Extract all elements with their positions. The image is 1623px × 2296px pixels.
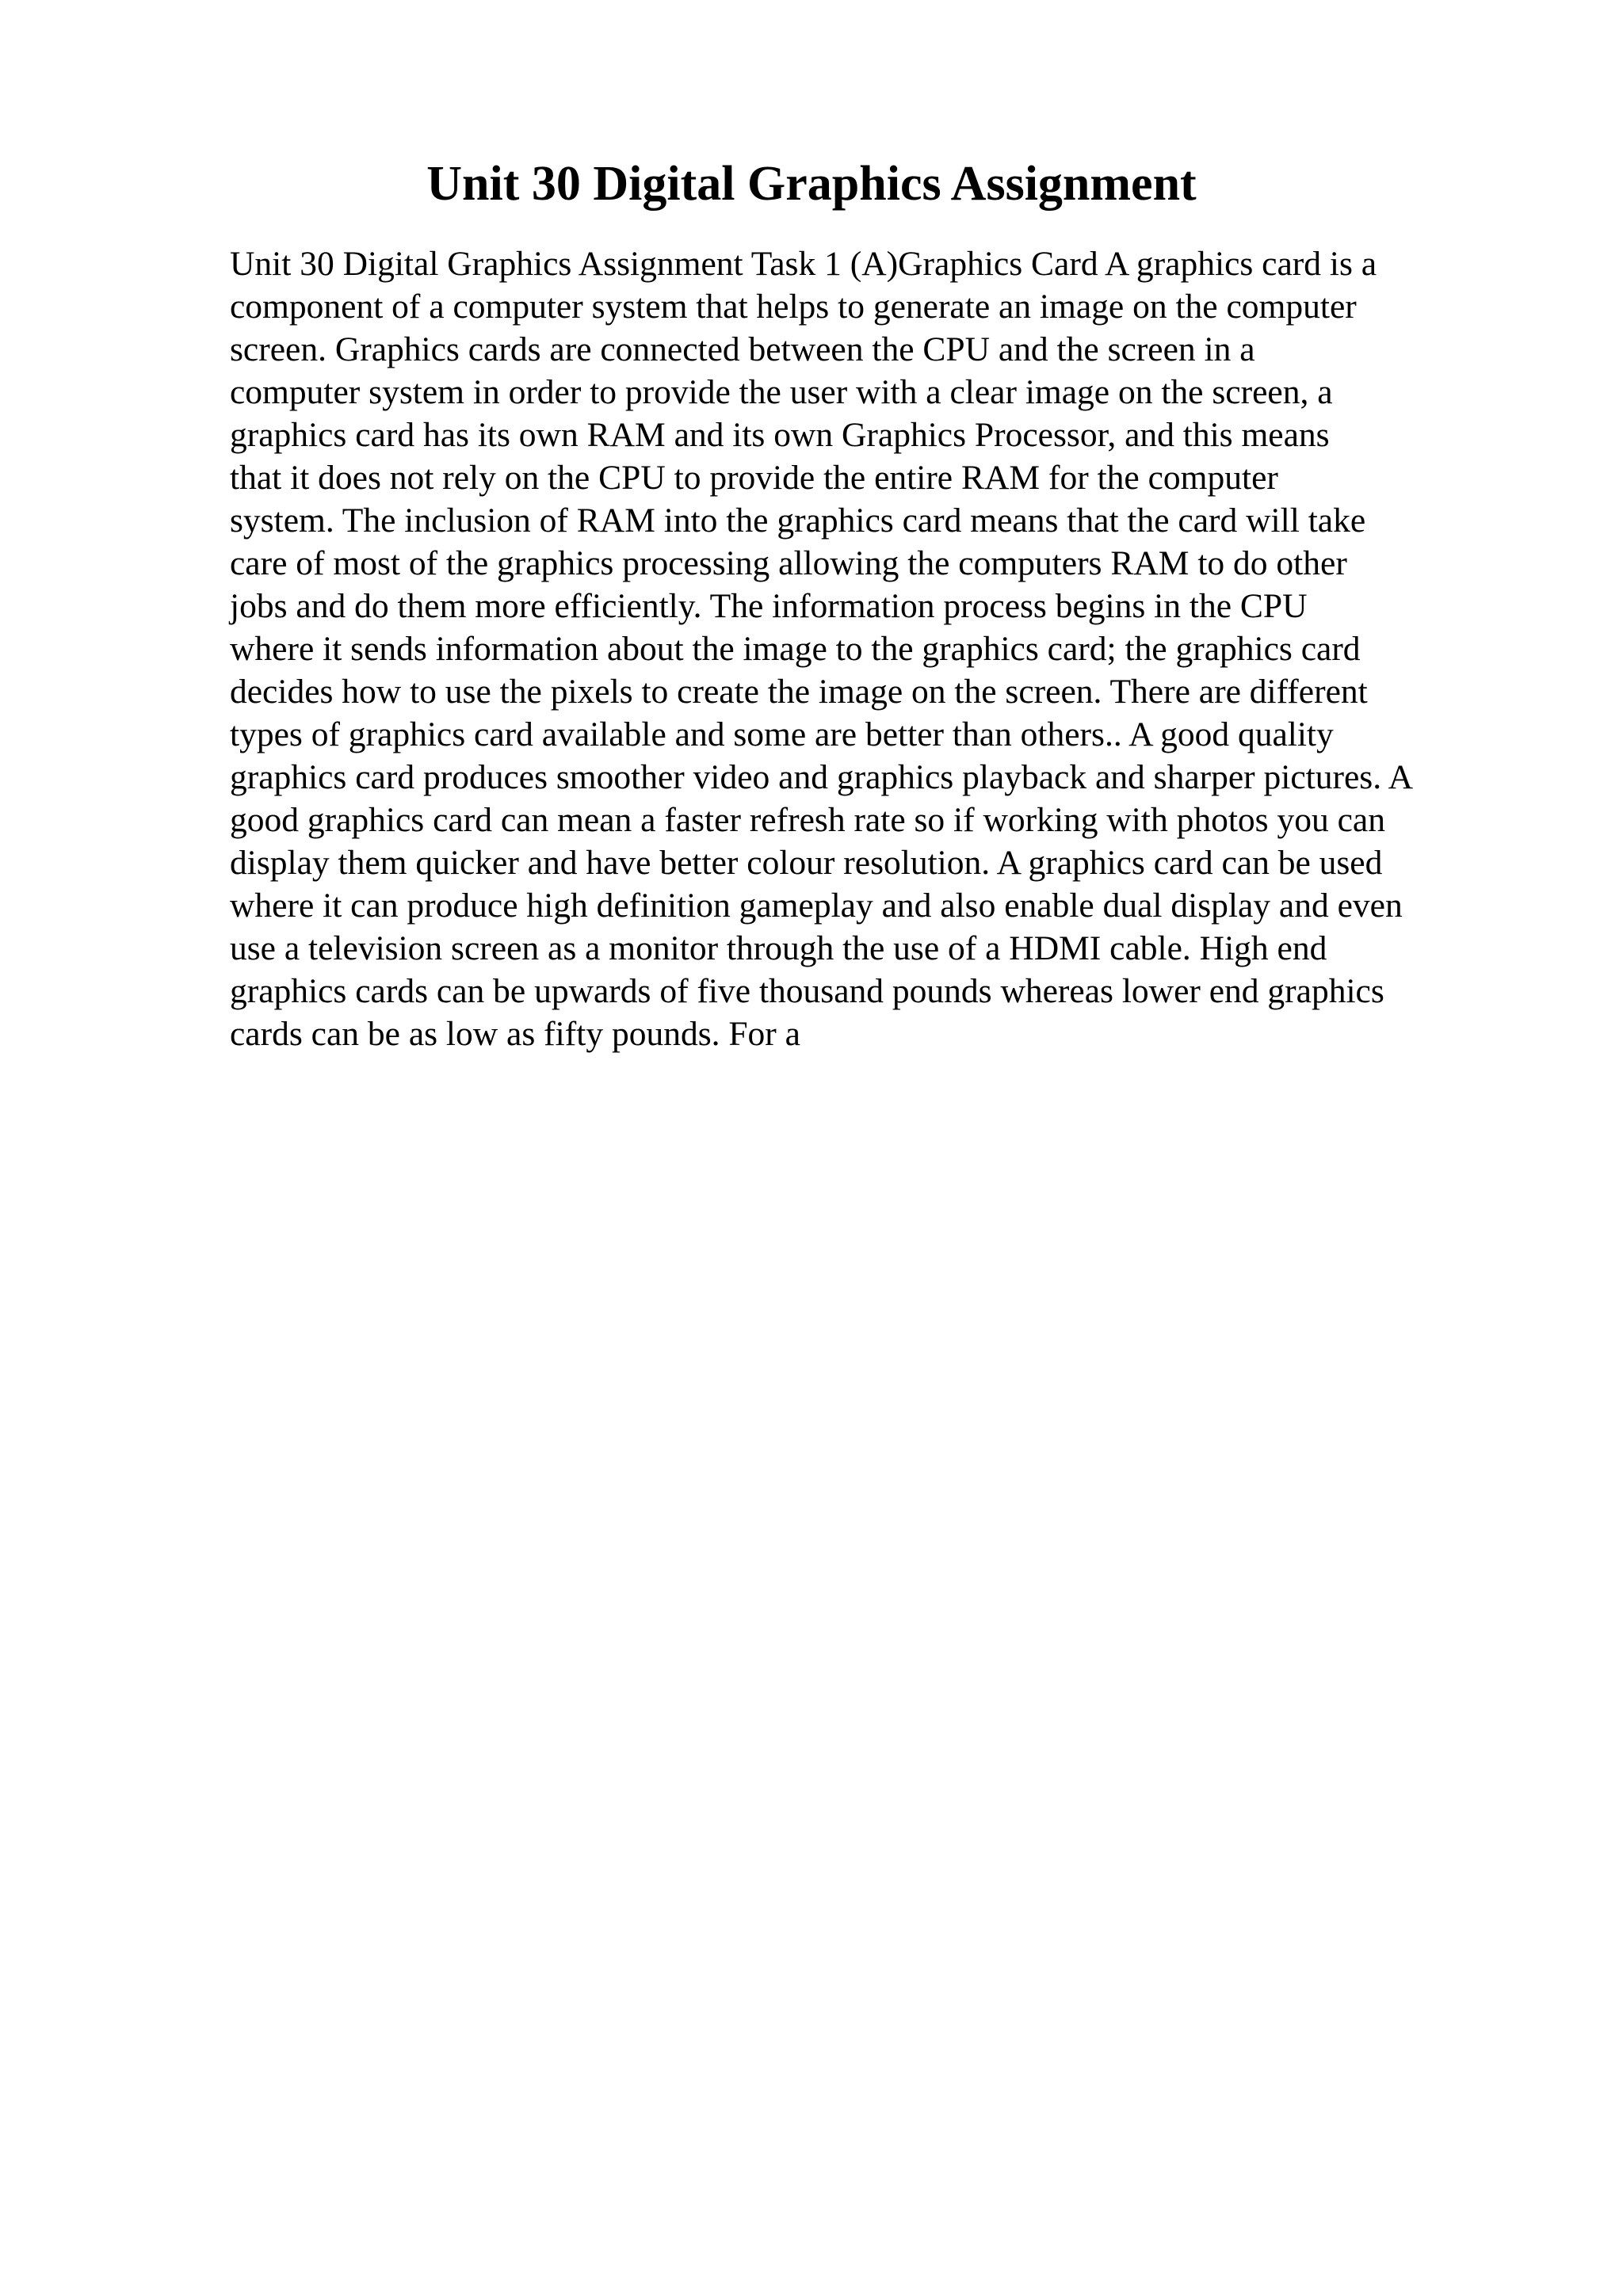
body-line: good graphics card can mean a faster refresh rate so if working with photos you can (230, 801, 1385, 839)
body-line: jobs and do them more efficiently. The information process begins in the CPU (230, 587, 1308, 625)
body-line: where it can produce high definition gameplay and also enable dual display and even (230, 887, 1403, 925)
body-line: Unit 30 Digital Graphics Assignment Task 1 (A)Graphics Card A graphics card is a (230, 245, 1377, 283)
body-line: where it sends information about the image to the graphics card; the graphics card (230, 630, 1361, 668)
body-line: computer system in order to provide the user with a clear image on the screen, a (230, 373, 1333, 411)
body-line: screen. Graphics cards are connected between the CPU and the screen in a (230, 330, 1255, 368)
body-line: system. The inclusion of RAM into the graphics card means that the card will take (230, 502, 1366, 540)
document-body (230, 242, 1514, 1055)
body-line: cards can be as low as fifty pounds. For a (230, 1015, 800, 1053)
body-line: use a television screen as a monitor through the use of a HDMI cable. High end (230, 929, 1327, 967)
body-line: decides how to use the pixels to create the image on the screen. There are different (230, 673, 1368, 711)
body-line: care of most of the graphics processing allowing the computers RAM to do other (230, 544, 1347, 582)
body-line: that it does not rely on the CPU to provide the entire RAM for the computer (230, 459, 1278, 497)
body-line: display them quicker and have better colour resolution. A graphics card can be used (230, 844, 1383, 882)
body-line: graphics cards can be upwards of five thousand pounds whereas lower end graphics (230, 972, 1384, 1010)
body-line: graphics card produces smoother video and graphics playback and sharper pictures. A (230, 758, 1413, 796)
body-line: types of graphics card available and some are better than others.. A good quality (230, 715, 1334, 753)
document-title: Unit 30 Digital Graphics Assignment (426, 157, 1197, 211)
body-line: component of a computer system that helps to generate an image on the computer (230, 288, 1357, 326)
body-line: graphics card has its own RAM and its own Graphics Processor, and this means (230, 416, 1330, 454)
